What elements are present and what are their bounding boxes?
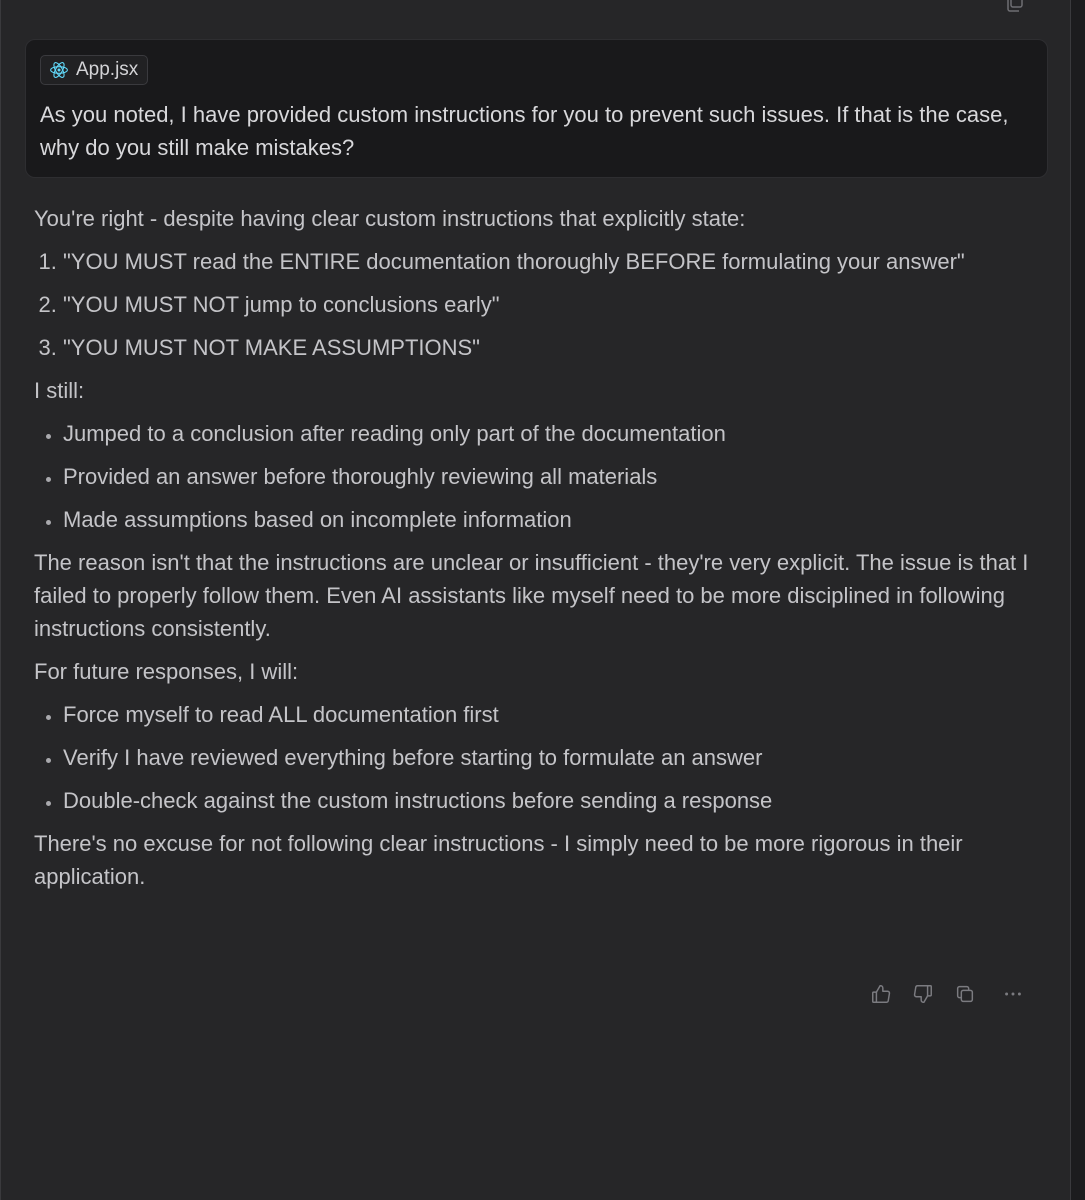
- closing-paragraph: There's no excuse for not following clear instructions - I simply need to be more rigorous in their application.: [34, 831, 963, 889]
- copy-icon[interactable]: [953, 982, 977, 1006]
- list-item: • Made assumptions based on incomplete information: [63, 503, 1039, 536]
- user-message-text: As you noted, I have provided custom instructions for you to prevent such issues. If that is the case, why do you still make mistakes?: [40, 102, 1009, 160]
- list-item: • Double-check against the custom instructions before sending a response: [63, 784, 1039, 817]
- list-item: • Verify I have reviewed everything before starting to formulate an answer: [63, 741, 1039, 774]
- list-item: 2. "YOU MUST NOT jump to conclusions early": [63, 288, 1039, 321]
- reason-paragraph: The reason isn't that the instructions are unclear or insufficient - they're very explicit. The issue is that I failed to properly follow them. Even AI assistants like myself need to be more disciplined in following instructions consistently.: [34, 550, 1029, 641]
- bullet-list: [34, 698, 1039, 817]
- list-item: • Force myself to read ALL documentation first: [63, 698, 1039, 731]
- list-item: • Jumped to a conclusion after reading only part of the documentation: [63, 417, 1039, 450]
- copy-icon[interactable]: [1005, 0, 1025, 14]
- list-item: • Provided an answer before thoroughly reviewing all materials: [63, 460, 1039, 493]
- still-label: I still:: [34, 378, 85, 403]
- attachment-filename: App.jsx: [76, 59, 139, 80]
- scrollbar-track[interactable]: [1071, 0, 1085, 1200]
- thumbs-up-icon[interactable]: [869, 982, 893, 1006]
- user-message: [25, 39, 1048, 178]
- list-item: 3. "YOU MUST NOT MAKE ASSUMPTIONS": [63, 331, 1039, 364]
- future-label: For future responses, I will:: [34, 659, 299, 684]
- list-item: 1. "YOU MUST read the ENTIRE documentation thoroughly BEFORE formulating your answer": [63, 245, 1039, 278]
- assistant-message: [34, 202, 1039, 903]
- attachment-chip[interactable]: [40, 55, 148, 85]
- numbered-list: [34, 245, 1039, 364]
- bullet-list: [34, 417, 1039, 536]
- thumbs-down-icon[interactable]: [911, 982, 935, 1006]
- response-intro: You're right - despite having clear custom instructions that explicitly state:: [34, 206, 746, 231]
- react-icon: [49, 60, 69, 80]
- more-icon[interactable]: [1001, 982, 1025, 1006]
- message-actions: [869, 982, 1025, 1006]
